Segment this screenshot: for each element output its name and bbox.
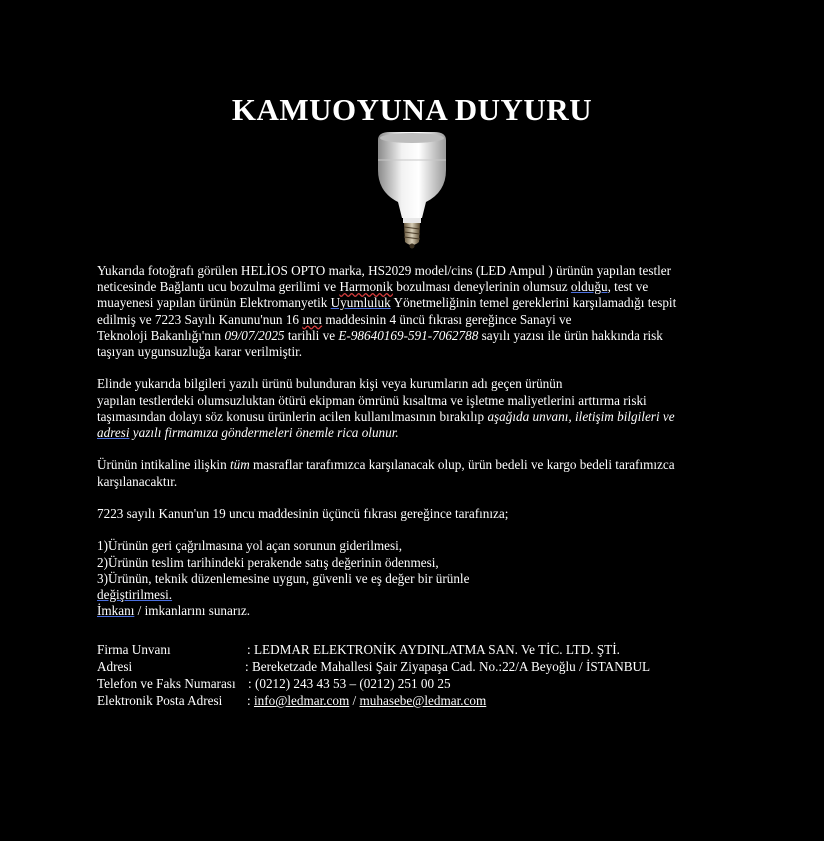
spelling-mark: ıncı: [302, 311, 323, 327]
text-line: Yukarıda fotoğrafı görülen HELİOS OPTO marka, HS2029 model/cins (LED Ampul ) ürünün yapılan testler: [97, 263, 672, 278]
info-label: Elektronik Posta Adresi: [97, 693, 223, 708]
paragraph-4: [97, 506, 737, 522]
list-item-continued: değiştirilmesi.: [97, 587, 173, 602]
text-line: adresi yazılı firmamıza göndermeleri önemle rica olunur.: [97, 425, 399, 441]
list-item: 1)Ürünün geri çağrılmasına yol açan sorunun giderilmesi,: [97, 538, 403, 554]
text-line: edilmiş ve 7223 Sayılı Kanunu'nun 16 ıncı maddesinin 4 üncü fıkrası gereğince Sanayi ve: [97, 311, 572, 327]
info-value: : LEDMAR ELEKTRONİK AYDINLATMA SAN. Ve TİC. LTD. ŞTİ.: [247, 642, 620, 657]
info-row-telefon: [97, 675, 737, 692]
date-text: 09/07/2025: [224, 327, 285, 343]
grammar-mark: olduğu: [570, 279, 608, 295]
led-bulb-image: [370, 130, 454, 250]
grammar-mark: Uyumluluk: [330, 295, 391, 311]
spelling-mark: Harmonik: [339, 279, 393, 295]
info-row-firma: [97, 641, 737, 658]
email-link-info[interactable]: info@ledmar.com: [253, 693, 350, 708]
announcement-body: [97, 263, 737, 619]
info-label: Firma Unvanı: [97, 642, 171, 657]
info-value: : Bereketzade Mahallesi Şair Ziyapaşa Cad. No.:22/A Beyoğlu / İSTANBUL: [245, 659, 651, 674]
paragraph-2: [97, 376, 737, 441]
email-link-muhasebe[interactable]: muhasebe@ledmar.com: [359, 693, 487, 708]
text-line: muayenesi yapılan ürünün Elektromanyetik Uyumluluk Yönetmeliğinin temel gereklerini karşılamadığı tespit: [97, 295, 677, 311]
text-line: yapılan testlerdeki olumsuzluktan ötürü ekipman ömrünü kısaltma ve işletme maliyetlerini arttırma riski: [97, 392, 647, 408]
text-line: taşımasından dolayı söz konusu ürünlerin acilen kullanılmasının bırakılıp aşağıda unvanı, iletişim bilgileri ve: [97, 408, 675, 424]
text-line: Elinde yukarıda bilgileri yazılı ürünü bulunduran kişi veya kurumların adı geçen ürünün: [97, 376, 563, 392]
info-label: Adresi: [97, 659, 133, 674]
text-line: neticesinde Bağlantı ucu bozulma gerilimi ve Harmonik bozulması deneylerinin olumsuz olduğu, test ve: [97, 279, 649, 295]
list-item: 3)Ürünün, teknik düzenlemesine uygun, güvenli ve eş değer bir ürünle: [97, 570, 470, 586]
text-line: karşılanacaktır.: [97, 473, 178, 489]
paragraph-3: [97, 457, 737, 489]
list-item: 2)Ürünün teslim tarihindeki perakende satış değerinin ödenmesi,: [97, 554, 439, 570]
document-number: E-98640169-591-7062788: [338, 327, 479, 343]
list-closing: İmkanı / imkanlarını sunarız.: [97, 603, 251, 619]
remedy-list: [97, 538, 737, 619]
grammar-mark: adresi: [97, 425, 130, 441]
text-line: Ürünün intikaline ilişkin tüm masraflar tarafımızca karşılanacak olup, ürün bedeli ve kargo bedeli tarafımızca: [97, 457, 675, 473]
paragraph-1: [97, 263, 737, 360]
text-line: Teknoloji Bakanlığı'nın 09/07/2025 tarihli ve E-98640169-591-7062788 sayılı yazısı ile ürün hakkında risk: [97, 327, 663, 343]
info-label: Telefon ve Faks Numarası: [97, 676, 236, 691]
info-row-adres: [97, 658, 737, 675]
info-row-email: [97, 692, 737, 709]
text-line: taşıyan uygunsuzluğa karar verilmiştir.: [97, 344, 303, 360]
info-value: : (0212) 243 43 53 – (0212) 251 00 25: [248, 676, 451, 691]
info-value: : info@ledmar.com / muhasebe@ledmar.com: [247, 693, 487, 708]
page-title: KAMUOYUNA DUYURU: [231, 92, 593, 127]
text-line: 7223 sayılı Kanun'un 19 uncu maddesinin üçüncü fıkrası gereğince tarafınıza;: [97, 506, 509, 521]
company-info: [97, 641, 737, 709]
